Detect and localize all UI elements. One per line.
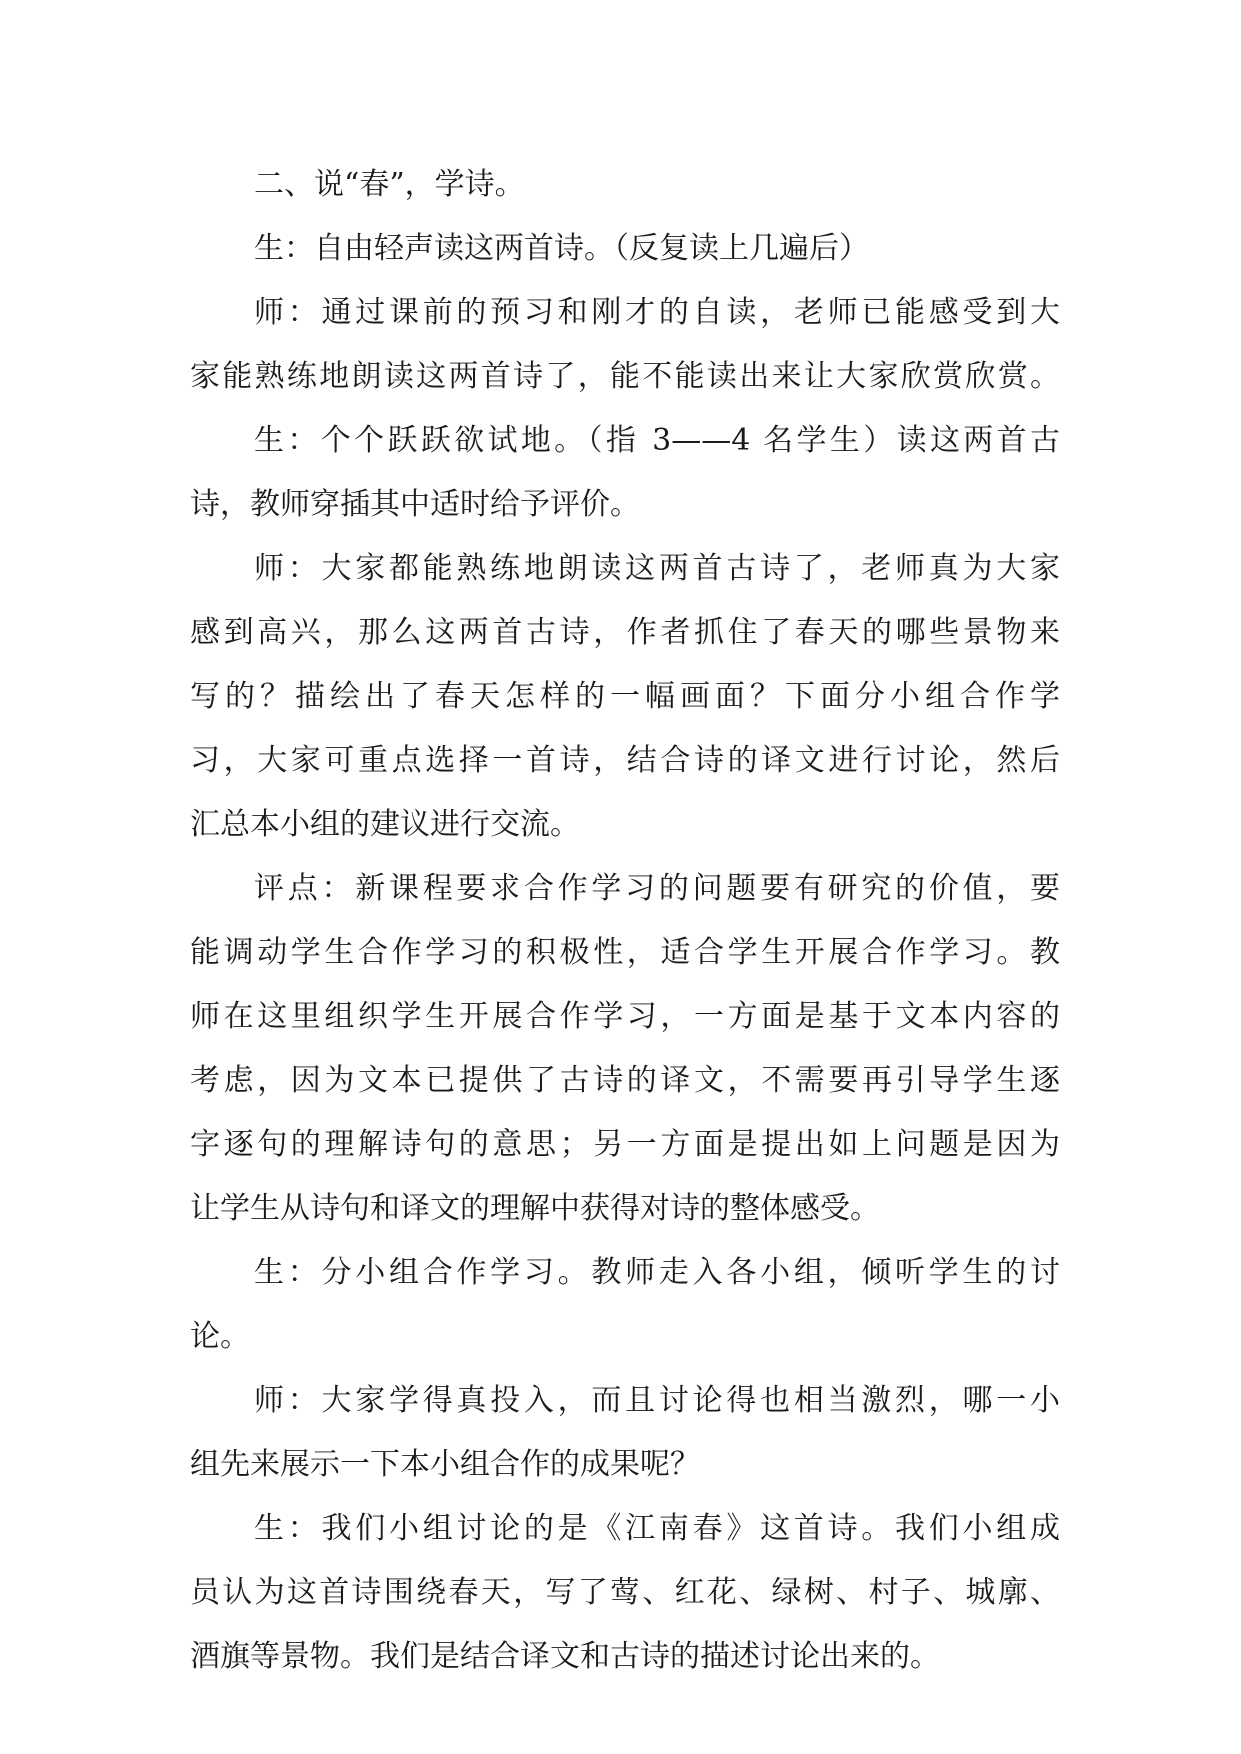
text-line: 论。	[190, 1319, 250, 1354]
text-line: 生：分小组合作学习。教师走入各小组，倾听学生的讨	[254, 1255, 1060, 1290]
section-heading: 二、说“春”，学诗。	[254, 167, 525, 202]
text-line: 生：个个跃跃欲试地。（指 3——4 名学生）读这两首古	[254, 423, 1060, 458]
text-line: 酒旗等景物。我们是结合译文和古诗的描述讨论出来的。	[190, 1639, 940, 1674]
text-line: 师：通过课前的预习和刚才的自读，老师已能感受到大	[254, 295, 1060, 330]
text-line: 诗，教师穿插其中适时给予评价。	[190, 487, 640, 522]
text-line: 组先来展示一下本小组合作的成果呢？	[190, 1447, 700, 1482]
text-line: 生：自由轻声读这两首诗。（反复读上几遍后）	[254, 231, 869, 266]
text-line: 考虑，因为文本已提供了古诗的译文，不需要再引导学生逐	[190, 1063, 1060, 1098]
text-line: 字逐句的理解诗句的意思；另一方面是提出如上问题是因为	[190, 1127, 1060, 1162]
text-line: 能调动学生合作学习的积极性，适合学生开展合作学习。教	[190, 935, 1060, 970]
text-line: 汇总本小组的建议进行交流。	[190, 807, 580, 842]
text-line: 让学生从诗句和译文的理解中获得对诗的整体感受。	[190, 1191, 880, 1226]
text-line: 习，大家可重点选择一首诗，结合诗的译文进行讨论，然后	[190, 743, 1060, 778]
text-line: 师：大家都能熟练地朗读这两首古诗了，老师真为大家	[254, 551, 1060, 586]
text-line: 感到高兴，那么这两首古诗，作者抓住了春天的哪些景物来	[190, 615, 1060, 650]
text-line: 评点：新课程要求合作学习的问题要有研究的价值，要	[254, 871, 1060, 906]
text-line: 生：我们小组讨论的是《江南春》这首诗。我们小组成	[254, 1511, 1060, 1546]
text-line: 家能熟练地朗读这两首诗了，能不能读出来让大家欣赏欣赏。	[190, 359, 1060, 394]
text-line: 师：大家学得真投入，而且讨论得也相当激烈，哪一小	[254, 1383, 1060, 1418]
text-line: 师在这里组织学生开展合作学习，一方面是基于文本内容的	[190, 999, 1060, 1034]
text-line: 写的？描绘出了春天怎样的一幅画面？下面分小组合作学	[190, 679, 1060, 714]
text-line: 员认为这首诗围绕春天，写了莺、红花、绿树、村子、城廓、	[190, 1575, 1060, 1610]
